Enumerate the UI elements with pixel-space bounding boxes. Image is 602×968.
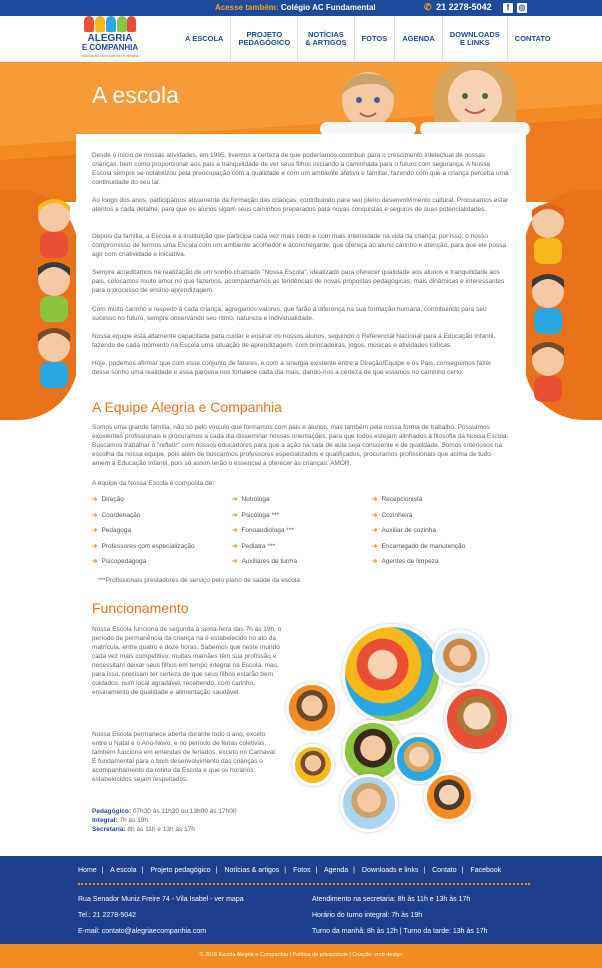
arrow-right-icon: ➔: [92, 558, 98, 565]
arrow-right-icon: ➔: [232, 512, 238, 519]
nav-noticias-line1: NOTÍCIAS: [307, 29, 344, 39]
nav-fotos-label: FOTOS: [361, 33, 388, 43]
logo-name-line1: ALEGRIA: [87, 33, 133, 44]
footer-separator: |: [284, 867, 287, 874]
team-item-label: Psicopedagoga: [101, 558, 147, 565]
team-item-label: Psicóloga ***: [241, 512, 280, 519]
footer-link-escola[interactable]: A escola: [110, 867, 137, 874]
main-nav: [178, 16, 558, 62]
nav-agenda[interactable]: [394, 16, 442, 62]
photo-bubble: [286, 682, 338, 734]
team-list: [92, 495, 510, 565]
logo[interactable]: [80, 16, 140, 62]
arrow-right-icon: ➔: [232, 496, 238, 503]
team-item: [232, 557, 297, 565]
header-phone-number: 21 2278-5042: [436, 2, 492, 12]
copyright-text: © 2016 Escola Alegria e Companhia | Política de privacidade | Criação: vmb design: [199, 952, 403, 958]
footer-separator: |: [315, 867, 318, 874]
also-visit-link[interactable]: Colégio AC Fundamental: [280, 3, 376, 12]
hours-integral: [92, 816, 236, 825]
logo-name-line2: E COMPANHIA: [81, 43, 139, 52]
facebook-icon[interactable]: f: [503, 3, 513, 13]
nav-projeto-pedagogico[interactable]: [230, 16, 297, 62]
func-paragraph-2: Nossa Escola permanece aberta durante todo o ano, exceto entre o Natal e o Ano-Novo, e no período de férias coletivas, também funciona em emendas de feriados, exceto no Carnaval. É fundamental para o bom desenvolvimento das crianças o acompanhamento da rotina da Escola e que os horários estabelecidos sejam respeitados.: [92, 731, 277, 783]
hours-integral-value: 7h às 19h: [117, 817, 149, 824]
footer-secretary-hours: Atendimento na secretaria: 8h às 11h e 13h às 17h: [312, 896, 471, 903]
photo-bubble: [424, 772, 474, 822]
team-item-label: Auxiliar de cozinha: [381, 527, 437, 534]
hours-secretaria: [92, 825, 236, 834]
nav-contato[interactable]: [507, 16, 558, 62]
nav-downloads[interactable]: [442, 16, 507, 62]
nav-agenda-label: AGENDA: [402, 33, 435, 43]
also-visit: [215, 3, 376, 12]
team-item-label: Pedagoga: [101, 527, 132, 534]
team-item: [232, 542, 275, 550]
phone-icon: ✆: [424, 2, 432, 12]
team-item: [232, 526, 294, 534]
footer-separator: |: [353, 867, 355, 874]
logo-tagline: educação com carinho e alegria: [81, 53, 139, 58]
hours-secretaria-value: 8h às 11h e 13h às 17h: [125, 826, 195, 833]
intro-paragraph-3: Depois da família, a Escola é a instituição que participa cada vez mais cedo e com mais intensidade na vida da criança; por isso, o nosso compromisso de termos uma Escola com um ambiente acolhedor e aconchegante, que ofereça ao aluno carinho e atenção, para que ele possa agir com criatividade e iniciativa.: [92, 233, 507, 258]
content-card: [76, 134, 526, 856]
site-footer: [0, 856, 602, 944]
photo-bubble: [340, 774, 398, 832]
arrow-right-icon: ➔: [372, 543, 378, 550]
team-note: ***Profissionais prestadores de serviço pelo plano de saúde da escola: [98, 577, 300, 584]
hours-list: [92, 807, 236, 834]
nav-noticias-label: [305, 31, 346, 48]
team-item: [92, 542, 195, 550]
footer-link-projeto[interactable]: Projeto pedagógico: [150, 867, 211, 874]
team-paragraph: Somos uma grande família, não só pelo vínculo que formamos com pais e alunos, mas também pela nossa forma de trabalho. Possuímos excelentes profissionais e procuramos a cada dia disseminar nossas orientações, para que todos estejam alinhados à filosofia da Nossa Escola. Buscamos trabalhar o "refletir" com nossos educadores para que a ação na sala de aula seja consciente e de qualidade. Somos criteriosos na escolha da nossa equipe, pois além de buscarmos professores especializados e qualificados, procuramos profissionais que acima de tudo amem a Educação Infantil, pois só assim terão o essencial a oferecer às crianças: AMOR.: [92, 424, 509, 467]
team-title: A Equipe Alegria e Companhia: [92, 399, 282, 415]
nav-projeto-line2: PEDAGÓGICO: [238, 38, 291, 47]
hours-secretaria-label: Secretaria:: [92, 826, 126, 833]
team-item-label: Recepcionista: [381, 496, 423, 503]
team-item-label: Encarregado de manutenção: [381, 543, 466, 550]
nav-downloads-line1: DOWNLOADS: [449, 29, 500, 39]
func-title: Funcionamento: [92, 600, 189, 616]
team-item-label: Pediatra ***: [241, 543, 276, 550]
team-item-label: Agentes de limpeza: [381, 558, 439, 565]
nav-projeto-line1: PROJETO: [246, 29, 283, 39]
top-bar: [0, 0, 602, 16]
arrow-right-icon: ➔: [232, 543, 238, 550]
photo-bubble: [432, 630, 488, 686]
arrow-right-icon: ➔: [372, 527, 378, 534]
team-item-label: Nutróloga: [241, 496, 270, 503]
right-cartoon-kids-icon: [526, 196, 572, 416]
arrow-right-icon: ➔: [92, 527, 98, 534]
nav-fotos[interactable]: [354, 16, 395, 62]
also-visit-label: Acesse também:: [215, 3, 279, 12]
team-item: [372, 495, 422, 503]
arrow-right-icon: ➔: [232, 558, 238, 565]
team-item-label: Direção: [101, 496, 124, 503]
team-item-label: Professores com especialização: [101, 543, 195, 550]
nav-contato-label: CONTATO: [514, 33, 551, 43]
hours-pedagogico: [92, 807, 236, 816]
team-item: [92, 557, 146, 565]
footer-phone[interactable]: Tel.: 21 2278-5042: [78, 912, 136, 919]
footer-separator: |: [141, 867, 144, 874]
arrow-right-icon: ➔: [92, 543, 98, 550]
photo-collage: [284, 624, 519, 836]
team-item: [232, 511, 279, 519]
team-item: [92, 495, 124, 503]
team-item: [92, 526, 131, 534]
footer-link-home[interactable]: Home: [78, 867, 97, 874]
footer-nav: [78, 867, 501, 874]
arrow-right-icon: ➔: [232, 527, 238, 534]
footer-separator: |: [423, 867, 426, 874]
nav-noticias[interactable]: [297, 16, 353, 62]
hours-pedagogico-value: 07h30 às 11h30 ou 13h00 às 17h00: [131, 808, 237, 815]
footer-separator: |: [101, 867, 104, 874]
footer-integral-hours: Horário do turno integral: 7h às 19h: [312, 912, 423, 919]
footer-link-contato[interactable]: Contato: [432, 867, 457, 874]
footer-link-agenda[interactable]: Agenda: [323, 867, 349, 874]
nav-downloads-line2: E LINKS: [459, 38, 490, 47]
photo-bubble: [292, 744, 334, 786]
nav-a-escola-label: A ESCOLA: [185, 33, 224, 43]
team-composed-of: A equipe da Nossa Escola é composta de:: [92, 480, 215, 487]
hero-boy-photo: [320, 70, 416, 136]
nav-downloads-label: [450, 31, 500, 48]
hero-girl-photo: [420, 62, 530, 136]
footer-link-facebook[interactable]: Facebook: [470, 867, 502, 874]
copyright-bar: [0, 944, 602, 968]
team-item: [372, 511, 413, 519]
footer-divider: [78, 883, 530, 885]
team-item: [372, 526, 436, 534]
team-item: [92, 511, 140, 519]
instagram-icon[interactable]: ◎: [518, 3, 526, 12]
team-item: [232, 495, 270, 503]
intro-paragraph-4: Sempre acreditamos na realização de um sonho chamado "Nossa Escola", idealizado para oferecer qualidade aos alunos e tranquilidade aos pais, colocamos muito amor no que fazemos, acompanhamos as tendências de novas propostas pedagógicas, mais dinâmicas e interessantes para o processo de ensino-aprendizagem.: [92, 269, 505, 294]
site-header: [0, 16, 602, 62]
team-item: [372, 542, 465, 550]
arrow-right-icon: ➔: [92, 512, 98, 519]
arrow-right-icon: ➔: [372, 512, 378, 519]
intro-paragraph-2: Ao longo dos anos, participamos ativamente da formação das crianças, contribuindo para seu pleno desenvolvimento cultural. Procuramos estar atentos a cada detalhe, para que os alunos sigam seus caminhos preparados para novas conquistas e seguros de suas potencialidades.: [92, 197, 509, 213]
footer-shift-hours: Turno da manhã: 8h às 12h | Turno da tarde: 13h às 17h: [312, 928, 488, 935]
intro-paragraph-5: Com muito carinho e respeito à cada criança, agregamos valores, que farão a diferença na sua formação humana, contribuindo para seu sucesso no futuro, sempre observando seu ritmo, natureza e individualidade.: [92, 306, 487, 322]
footer-email[interactable]: E-mail: contato@alegriaecompanhia.com: [78, 928, 207, 935]
nav-noticias-line2: & ARTIGOS: [305, 38, 347, 47]
team-item: [372, 557, 439, 565]
footer-separator: |: [215, 867, 218, 874]
team-item-label: Cozinheira: [381, 512, 413, 519]
intro-paragraph-6: Nossa equipe está altamente capacitada para cuidar e ensinar os nossos alunos, seguindo o Referencial Nacional para a Educação Infantil, fazendo de cada momento na Escola uma situação de aprendizagem, com brincadeiras, jogos, músicas e atividades lúdicas.: [92, 333, 496, 349]
page-title: A escola: [92, 82, 179, 108]
nav-a-escola[interactable]: [178, 16, 230, 62]
team-item-label: Auxiliares de turma: [241, 558, 298, 565]
intro-paragraph-7: Hoje, podemos afirmar que com esse conjunto de fatores, e com a sinergia existente entre a Direção/Equipe e os Pais, conseguimos fazer desse sonho uma realidade e essa parceria nos fortalece cada dia mais, dando-nos a certeza de que estamos no caminho certo.: [92, 360, 492, 376]
footer-link-downloads[interactable]: Downloads e links: [361, 867, 419, 874]
logo-kids-icon: [84, 16, 136, 32]
team-item-label: Coordenação: [101, 512, 141, 519]
photo-bubble: [342, 624, 442, 724]
footer-link-fotos[interactable]: Fotos: [293, 867, 311, 874]
nav-projeto-label: [238, 31, 290, 48]
func-paragraph-1: Nossa Escola funciona de segunda a sexta-feira das 7h às 19h, o período de permanência da criança na é estabelecido no ato da matrícula, entre quatro e doze horas. Sabemos que neste mundo cada vez mais competitivo, muitas mamães têm sua profissão e necessitam deixar seus filhos em tempo integral na Escola, mas, para isso, precisam ter certeza de que seus filhos estarão bem cuidados, num local agradável, recebendo, com carinho, ensinamento de qualidade e alimentação saudável.: [92, 626, 282, 696]
arrow-right-icon: ➔: [92, 496, 98, 503]
arrow-right-icon: ➔: [372, 558, 378, 565]
left-cartoon-kids-icon: [30, 196, 76, 416]
hours-integral-label: Integral:: [92, 817, 118, 824]
footer-separator: |: [461, 867, 464, 874]
intro-paragraph-1: Desde o início de nossas atividades, em 1995, tivemos a certeza de que poderíamos contribuir para o crescimento intelectual de nossas crianças, bem como proporcionar aos pais a tranquilidade de ver seus filhos iniciando a caminhada para o futuro com segurança. A Nossa Escola sempre se notabilizou pela preocupação com a qualidade e com um ambiente afetivo e familiar, fazendo com que a criança perceba uma continuidade do seu lar.: [92, 152, 509, 186]
hours-pedagogico-label: Pedagógico:: [92, 808, 132, 815]
arrow-right-icon: ➔: [372, 496, 378, 503]
team-item-label: Fonoaudióloga ***: [241, 527, 294, 534]
photo-bubble: [444, 686, 510, 752]
footer-link-noticias[interactable]: Notícias & artigos: [224, 867, 280, 874]
header-phone[interactable]: [424, 2, 492, 13]
footer-address[interactable]: Rua Senador Muniz Freire 74 - Vila Isabel - ver mapa: [78, 896, 244, 903]
